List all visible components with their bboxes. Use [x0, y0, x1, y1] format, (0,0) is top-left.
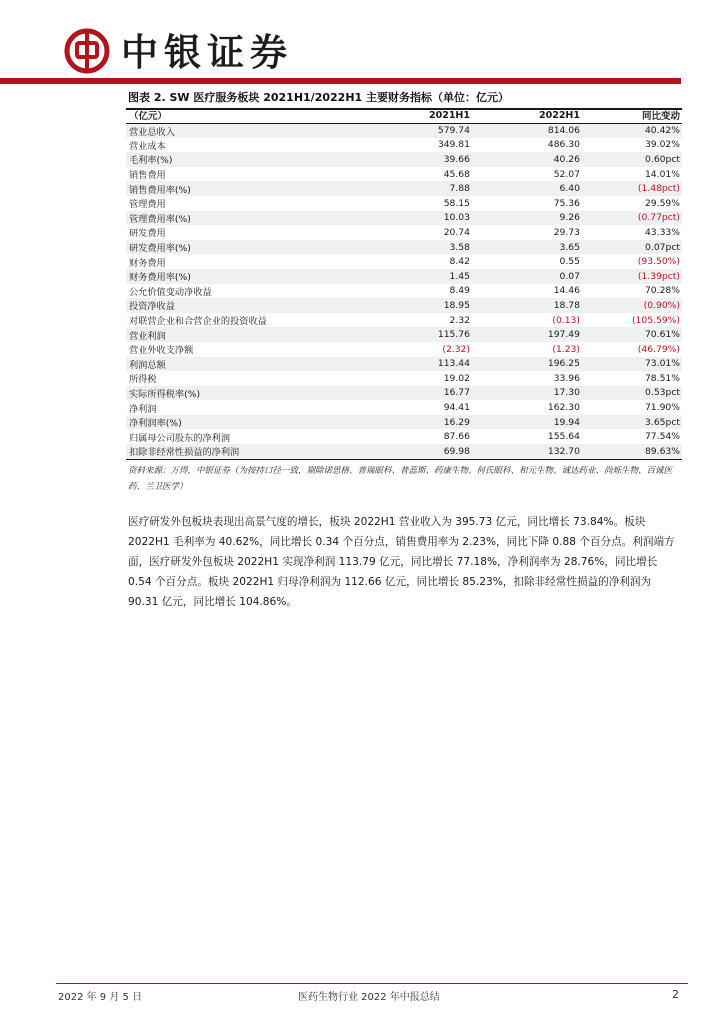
cell-value: (93.50%): [637, 256, 680, 268]
cell-value: 6.40: [472, 181, 582, 196]
cell-value: 33.96: [553, 372, 580, 384]
row-label: 管理费用率(%): [126, 211, 362, 226]
table-bottom-rule: [126, 459, 682, 460]
cell-value: 29.59%: [644, 197, 680, 209]
body-text: [128, 512, 684, 612]
cell-value: 486.30: [547, 139, 580, 151]
cell-value: 3.65: [472, 240, 582, 255]
cell-value: 16.29: [362, 415, 472, 430]
cell-value: 75.36: [553, 197, 580, 209]
cell-value: 89.63%: [582, 444, 682, 459]
cell-value: 19.02: [443, 372, 470, 384]
cell-value: 94.41: [443, 402, 470, 414]
table-row: [126, 371, 682, 386]
cell-value: (0.13): [552, 314, 580, 326]
cell-value: 3.65pct: [582, 415, 682, 430]
cell-value: 0.07pct: [582, 240, 682, 255]
cell-value: 9.26: [472, 211, 582, 226]
row-label: 营业成本: [129, 140, 166, 152]
table-row: [126, 444, 682, 459]
row-label: 管理费用: [129, 199, 166, 211]
cell-value: 2.32: [449, 314, 470, 326]
row-label: 营业利润: [126, 327, 362, 342]
cell-value: 78.51%: [644, 372, 680, 384]
cell-value: 43.33%: [644, 226, 680, 238]
financial-table: [126, 108, 682, 459]
row-label: 销售费用: [129, 170, 166, 182]
cell-value: (105.59%): [631, 314, 680, 326]
cell-value: (2.32): [442, 343, 470, 355]
cell-value: (46.79%): [637, 343, 680, 355]
cell-value: 58.15: [443, 197, 470, 209]
cell-value: 115.76: [362, 327, 472, 342]
row-label: 财务费用率(%): [126, 269, 362, 284]
cell-value: 162.30: [547, 402, 580, 414]
cell-value: 132.70: [472, 444, 582, 459]
cell-value: 155.64: [547, 431, 580, 443]
table-row: [126, 240, 682, 255]
cell-value: 14.46: [553, 285, 580, 297]
row-label: 研发费用率(%): [126, 240, 362, 255]
footer-date: 2022 年 9 月 5 日: [58, 992, 143, 1003]
table-row: [126, 196, 682, 211]
cell-value: 19.94: [472, 415, 582, 430]
cell-value: 113.44: [362, 357, 472, 372]
cell-value: 52.07: [553, 168, 580, 180]
table-body: [126, 123, 682, 459]
row-label: 营业总收入: [126, 123, 362, 138]
cell-value: (1.39pct): [582, 269, 682, 284]
cell-value: 196.25: [472, 357, 582, 372]
cell-value: 10.03: [362, 211, 472, 226]
cell-value: 1.45: [362, 269, 472, 284]
cell-value: 29.73: [553, 226, 580, 238]
cell-value: 0.07: [472, 269, 582, 284]
cell-value: 40.26: [472, 152, 582, 167]
cell-value: 70.28%: [644, 285, 680, 297]
cell-value: 40.42%: [582, 123, 682, 138]
cell-value: 18.78: [472, 298, 582, 313]
cell-value: 87.66: [443, 431, 470, 443]
row-label: 对联营企业和合营企业的投资收益: [129, 316, 267, 328]
footer-title: 医药生物行业 2022 年中报总结: [298, 992, 440, 1003]
row-label: 归属母公司股东的净利润: [129, 432, 231, 444]
cell-value: 0.55: [559, 256, 580, 268]
cell-value: (1.23): [552, 343, 580, 355]
bank-of-china-logo-icon: [64, 28, 110, 74]
source-note: 资料来源：万得，中银证券（为按持口径一致，剔除诺思格、普瑞眼科、普蕊斯、药康生物、何氏眼科、和元生物、诚达药业、尚烁生物、百诚医药、兰卫医学）: [128, 466, 673, 492]
cell-value: 45.68: [443, 168, 470, 180]
table-row: [126, 400, 682, 415]
table-row: [126, 284, 682, 299]
table-row: [126, 429, 682, 444]
cell-value: 14.01%: [644, 168, 680, 180]
column-header: 2021H1: [428, 109, 470, 121]
table-row: [126, 342, 682, 357]
cell-value: (1.48pct): [582, 181, 682, 196]
cell-value: 0.53pct: [582, 386, 682, 401]
cell-value: 77.54%: [644, 431, 680, 443]
cell-value: 17.30: [472, 386, 582, 401]
table-row: [126, 313, 682, 328]
row-label: 净利润: [129, 403, 157, 415]
cell-value: 8.49: [449, 285, 470, 297]
column-header: 同比变动: [641, 111, 680, 123]
row-label: 研发费用: [129, 228, 166, 240]
row-label: 利润总额: [126, 357, 362, 372]
cell-value: 70.61%: [582, 327, 682, 342]
row-label: 所得税: [129, 374, 157, 386]
cell-value: 814.06: [472, 123, 582, 138]
cell-value: 7.88: [362, 181, 472, 196]
cell-value: 197.49: [472, 327, 582, 342]
row-label: 实际所得税率(%): [126, 386, 362, 401]
table-row: [126, 152, 682, 167]
table-row: [126, 327, 682, 342]
table-row: [126, 138, 682, 153]
table-row: [126, 386, 682, 401]
table-row: [126, 269, 682, 284]
cell-value: 579.74: [362, 123, 472, 138]
table-row: [126, 415, 682, 430]
cell-value: 0.60pct: [582, 152, 682, 167]
cell-value: 71.90%: [644, 402, 680, 414]
table-header-row: [126, 108, 682, 123]
row-label: 销售费用率(%): [126, 181, 362, 196]
cell-value: 349.81: [437, 139, 470, 151]
cell-value: 20.74: [443, 226, 470, 238]
table-row: [126, 357, 682, 372]
cell-value: 8.42: [449, 256, 470, 268]
row-label: 公允价值变动净收益: [129, 286, 212, 298]
page-header: [0, 0, 725, 90]
cell-value: (0.90%): [582, 298, 682, 313]
header-divider: [0, 78, 681, 84]
cell-value: 69.98: [362, 444, 472, 459]
row-label: 投资净收益: [126, 298, 362, 313]
page-number: 2: [672, 988, 679, 1001]
table-row: [126, 254, 682, 269]
row-label: 毛利率(%): [126, 152, 362, 167]
cell-value: 39.66: [362, 152, 472, 167]
column-header: （亿元）: [129, 111, 168, 123]
table-caption: 图表 2. SW 医疗服务板块 2021H1/2022H1 主要财务指标（单位：亿元）: [128, 91, 510, 104]
table-row: [126, 225, 682, 240]
row-label: 财务费用: [129, 257, 166, 269]
table-row: [126, 211, 682, 226]
column-header: 2022H1: [538, 109, 580, 121]
row-label: 扣除非经常性损益的净利润: [126, 444, 362, 459]
brand-name: 中银证券: [121, 30, 293, 74]
cell-value: 3.58: [362, 240, 472, 255]
cell-value: 16.77: [362, 386, 472, 401]
table-row: [126, 123, 682, 138]
cell-value: 18.95: [362, 298, 472, 313]
table-row: [126, 181, 682, 196]
cell-value: (0.77pct): [582, 211, 682, 226]
cell-value: 39.02%: [644, 139, 680, 151]
row-label: 营业外收支净额: [129, 345, 194, 357]
table-row: [126, 167, 682, 182]
body-paragraph: 医疗研发外包板块表现出高景气度的增长，板块 2022H1 营业收入为 395.73 亿元，同比增长 73.84%。板块 2022H1 毛利率为 40.62%，同比增长 0.34 个百分点，销售费用率为 2.23%，同比下降 0.88 个百分点。利润端方面，医疗研发外包板块 2022H1 实现净利润 113.79 亿元，同比增长 77.18%，净利润率为 28.76%，同比增长 0.54 个百分点。板块 2022H1 归母净利润为 112.66 亿元，同比增长 85.23%，扣除非经常性损益的净利润为 90.31 亿元，同比增长 104.86%。: [128, 516, 675, 608]
cell-value: 73.01%: [582, 357, 682, 372]
footer-divider: [56, 983, 688, 984]
table-row: [126, 298, 682, 313]
row-label: 净利润率(%): [126, 415, 362, 430]
